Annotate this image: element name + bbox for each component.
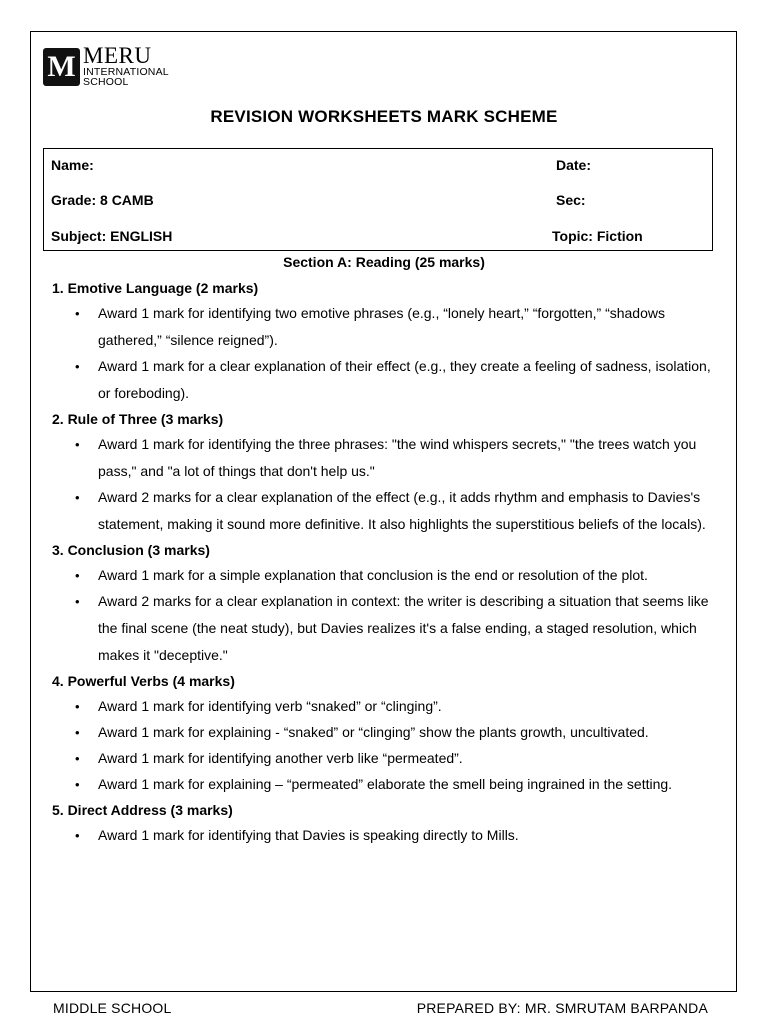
footer-school-level: MIDDLE SCHOOL (53, 1000, 172, 1016)
question-block (52, 800, 716, 849)
criteria-item: • Award 1 mark for identifying verb “snaked” or “clinging”. (52, 693, 716, 720)
question-title: 5. Direct Address (3 marks) (52, 802, 233, 818)
question-block (52, 278, 716, 407)
criteria-item: • Award 1 mark for identifying that Davies is speaking directly to Mills. (52, 822, 716, 849)
criteria-item: • Award 2 marks for a clear explanation of the effect (e.g., it adds rhythm and emphasis to Davies's statement, making it sound more definitive. It also highlights the superstitious beliefs of the locals). (52, 484, 716, 538)
student-info-box (43, 148, 713, 251)
logo-name: MERU (83, 43, 152, 68)
info-row-grade-sec (44, 190, 712, 210)
question-title: 3. Conclusion (3 marks) (52, 542, 210, 558)
subject-field-label: Subject: ENGLISH (51, 228, 173, 244)
question-block (52, 540, 716, 669)
logo-subtitle-line2: SCHOOL (83, 76, 129, 88)
criteria-item: • Award 1 mark for a clear explanation of their effect (e.g., they create a feeling of sadness, isolation, or foreboding). (52, 353, 716, 407)
criteria-list (52, 822, 716, 849)
logo-mark-icon: M (43, 48, 80, 86)
criteria-list (52, 431, 716, 538)
info-row-subject-topic (44, 226, 712, 246)
question-block (52, 409, 716, 538)
criteria-item: • Award 1 mark for explaining – “permeated” elaborate the smell being ingrained in the setting. (52, 771, 716, 798)
grade-field-label: Grade: 8 CAMB (51, 192, 154, 208)
topic-field-label: Topic: Fiction (552, 228, 643, 244)
criteria-list (52, 693, 716, 798)
section-field-label: Sec: (556, 192, 586, 208)
criteria-item: • Award 2 marks for a clear explanation in context: the writer is describing a situation that seems like the final scene (the neat study), but Davies realizes it's a false ending, a staged resolution, which makes it "deceptive." (52, 588, 716, 669)
criteria-item: • Award 1 mark for identifying the three phrases: "the wind whispers secrets," "the trees watch you pass," and "a lot of things that don't help us." (52, 431, 716, 485)
section-heading: Section A: Reading (25 marks) (283, 254, 485, 270)
criteria-item: • Award 1 mark for explaining - “snaked” or “clinging” show the plants growth, uncultivated. (52, 719, 716, 746)
criteria-item: • Award 1 mark for identifying another verb like “permeated”. (52, 745, 716, 772)
school-logo (43, 43, 203, 90)
logo-subtitle-line1: INTERNATIONAL (83, 66, 169, 78)
criteria-list (52, 300, 716, 407)
footer-prepared-by: PREPARED BY: MR. SMRUTAM BARPANDA (416, 1000, 708, 1016)
question-title: 4. Powerful Verbs (4 marks) (52, 673, 235, 689)
document-title: REVISION WORKSHEETS MARK SCHEME (210, 107, 558, 126)
info-row-name-date (44, 155, 712, 175)
mark-scheme-content (52, 278, 716, 851)
question-title: 1. Emotive Language (2 marks) (52, 280, 259, 296)
question-title: 2. Rule of Three (3 marks) (52, 411, 224, 427)
criteria-item: • Award 1 mark for a simple explanation that conclusion is the end or resolution of the plot. (52, 562, 716, 589)
name-field-label: Name: (51, 157, 94, 173)
criteria-item: • Award 1 mark for identifying two emotive phrases (e.g., “lonely heart,” “forgotten,” “shadows gathered,” “silence reigned”). (52, 300, 716, 354)
date-field-label: Date: (556, 157, 592, 173)
criteria-list (52, 562, 716, 669)
question-block (52, 671, 716, 798)
